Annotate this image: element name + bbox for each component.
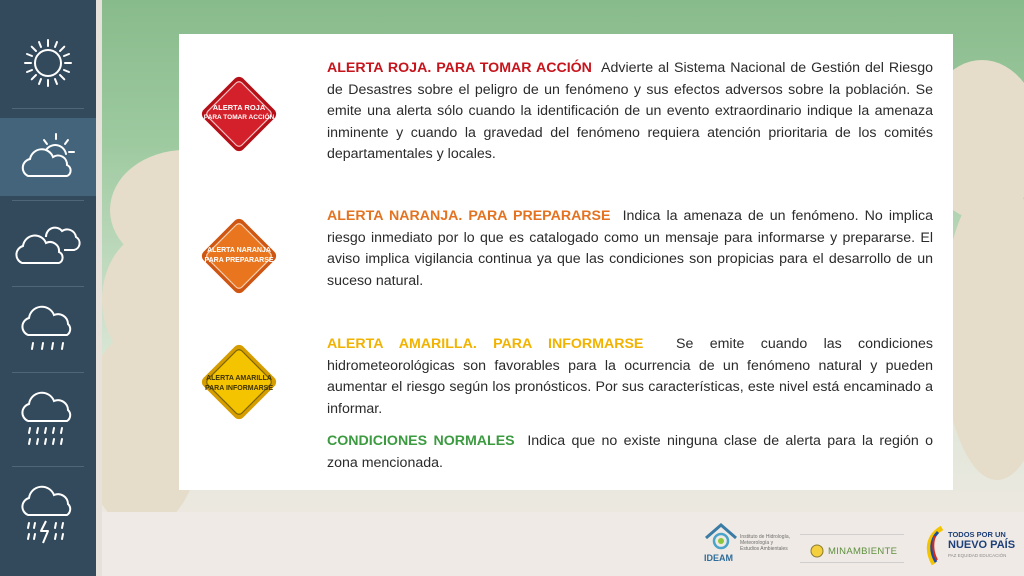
ideam-logo [700, 520, 792, 572]
yellow-alert-body: Se emite cuando las condiciones hidrometeorológicas son favorables para la ocurrencia de un fenómeno natural y pueden aumentar el riesgo según los pronósticos. Por sus características, este nivel está encaminado a informar. [327, 336, 933, 417]
red-alert-sign [191, 66, 287, 162]
gobierno-line3: PAZ EQUIDAD EDUCACIÓN [948, 553, 1007, 558]
red-alert-title: ALERTA ROJA. PARA TOMAR ACCIÓN [327, 60, 592, 76]
orange-alert-title: ALERTA NARANJA. PARA PREPARARSE [327, 208, 611, 224]
minambiente-name: MINAMBIENTE [828, 546, 898, 557]
yellow-sign-line1: ALERTA AMARILLA [206, 375, 272, 382]
gobierno-logo [920, 520, 1020, 572]
red-sign-line2: PARA TOMAR ACCIÓN [203, 114, 275, 121]
sidebar-separator [12, 286, 84, 287]
sidebar-item-partly-cloudy[interactable] [0, 118, 96, 196]
orange-alert-sign [191, 208, 287, 304]
yellow-sign-line2: PARA INFORMARSE [204, 385, 274, 392]
light-rain-icon [16, 299, 80, 359]
partly-cloudy-icon [16, 132, 80, 182]
sidebar-item-cloudy[interactable] [0, 202, 96, 280]
sidebar-item-heavy-rain[interactable] [0, 382, 96, 460]
sidebar-separator [12, 200, 84, 201]
minambiente-logo [800, 520, 910, 572]
coat-of-arms-icon [810, 544, 824, 558]
sun-icon [23, 38, 73, 88]
yellow-alert-description [327, 334, 933, 420]
thunderstorm-icon [16, 485, 80, 549]
orange-alert-body: Indica la amenaza de un fenómeno. No implica riesgo inmediato por lo que es catalogado como un mensaje para informarse y prepararse. El aviso implica vigilancia continua ya que las condiciones son propicias para el desarrollo de un suceso natural. [327, 208, 933, 289]
sidebar-separator [12, 466, 84, 467]
red-alert-description [327, 58, 933, 166]
orange-alert-description [327, 206, 933, 292]
ideam-mark-icon [704, 522, 738, 552]
sidebar [0, 0, 96, 576]
sidebar-item-sun[interactable] [0, 24, 96, 102]
heavy-rain-icon [16, 389, 80, 453]
gobierno-line1: TODOS POR UN [948, 530, 1006, 539]
ideam-name: IDEAM [704, 553, 733, 563]
logo-divider [800, 562, 904, 563]
colombia-flag-icon [924, 526, 946, 566]
sidebar-separator [12, 372, 84, 373]
normal-conditions-title: CONDICIONES NORMALES [327, 433, 515, 449]
sidebar-item-light-rain[interactable] [0, 290, 96, 368]
yellow-alert-title: ALERTA AMARILLA. PARA INFORMARSE [327, 336, 644, 352]
logo-divider [800, 534, 904, 535]
orange-sign-line2: PARA PREPARARSE [204, 257, 274, 264]
orange-sign-line1: ALERTA NARANJA [207, 247, 271, 254]
normal-conditions-description [327, 431, 933, 474]
ideam-subtitle: Instituto de Hidrología, Meteorología y Estudios Ambientales [740, 534, 791, 552]
yellow-alert-sign [191, 334, 287, 430]
red-alert-body: Advierte al Sistema Nacional de Gestión del Riesgo de Desastres sobre el peligro de un fenómeno y sus efectos adversos sobre la población. Se emite una alerta sólo cuando la identificación de un evento extraordinario indique la amenaza inminente y cuando la gravedad del fenómeno requiera atención prioritaria de los comités departamentales y locales. [327, 60, 934, 162]
gobierno-line2: NUEVO PAÍS [948, 539, 1016, 551]
cloudy-icon [12, 213, 84, 269]
content-panel [179, 34, 953, 490]
red-sign-line1: ALERTA ROJA [212, 103, 266, 112]
sidebar-separator [12, 108, 84, 109]
sidebar-item-thunderstorm[interactable] [0, 478, 96, 556]
normal-conditions-body: Indica que no existe ninguna clase de alerta para la región o zona mencionada. [327, 433, 934, 471]
